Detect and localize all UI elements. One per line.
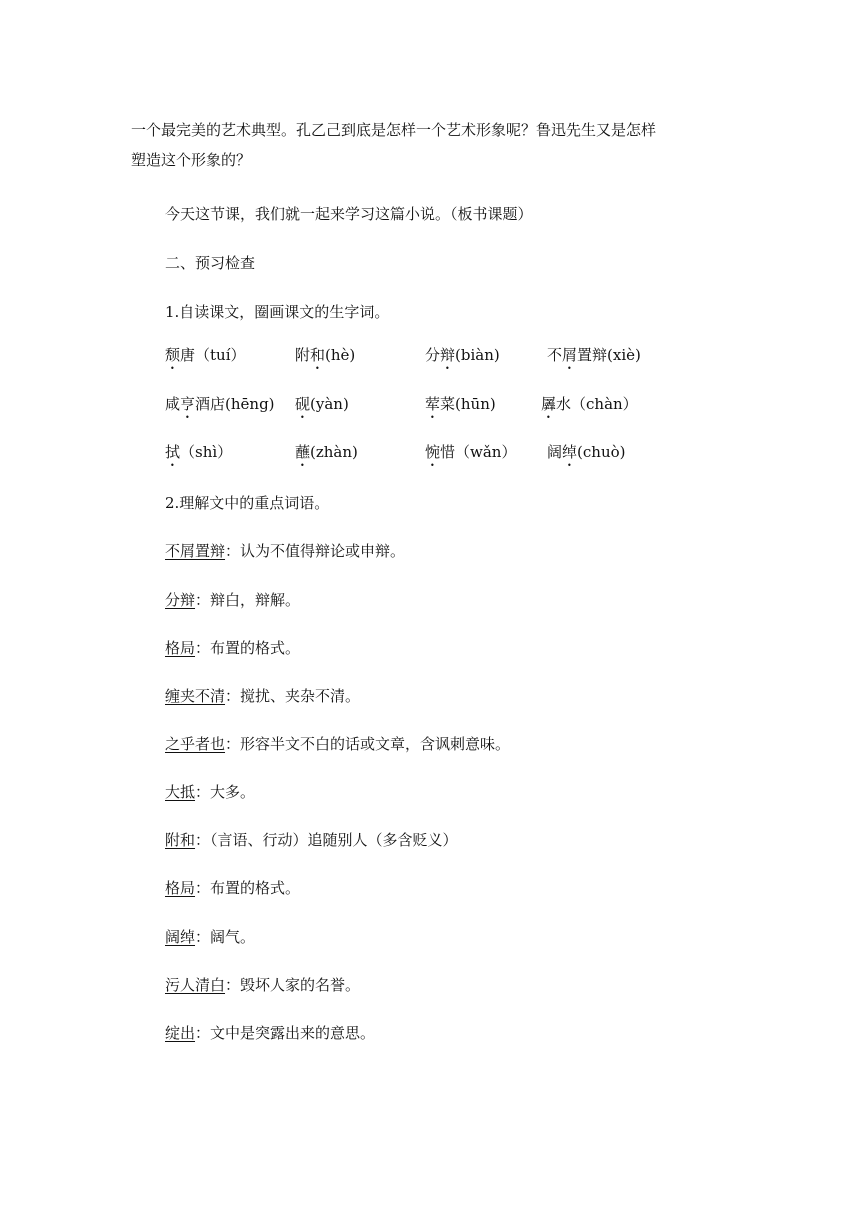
item-1-heading: 1.自读课文，圈画课文的生字词。 bbox=[165, 303, 390, 321]
definition-item bbox=[165, 781, 255, 802]
definition-text: ：大多。 bbox=[195, 783, 256, 801]
definition-term: 缠夹不清 bbox=[165, 687, 226, 705]
vocab-word: 蘸(zhàn) bbox=[295, 443, 358, 461]
vocab-word: 分辩(biàn) bbox=[425, 346, 500, 364]
vocab-word: 颓唐（tuí） bbox=[165, 346, 246, 364]
definition-item bbox=[165, 974, 360, 995]
vocab-word: 不屑置辩(xiè) bbox=[547, 346, 641, 364]
vocab-word: 附和(hè) bbox=[295, 346, 356, 364]
definition-text: ：布置的格式。 bbox=[195, 879, 301, 897]
definition-item bbox=[165, 685, 360, 706]
definition-text: ：搅扰、夹杂不清。 bbox=[225, 687, 361, 705]
definition-text: ：形容半文不白的话或文章，含讽刺意味。 bbox=[225, 735, 511, 753]
definition-term: 阔绰 bbox=[165, 928, 196, 946]
vocab-row bbox=[0, 344, 860, 366]
definition-item bbox=[165, 540, 405, 561]
intro-line-2: 塑造这个形象的？ bbox=[131, 151, 252, 169]
vocab-word: 砚(yàn) bbox=[295, 395, 349, 413]
item-2-heading: 2.理解文中的重点词语。 bbox=[165, 494, 330, 512]
definition-item bbox=[165, 589, 300, 610]
definition-term: 不屑置辩 bbox=[165, 542, 226, 560]
section-heading: 二、预习检查 bbox=[165, 254, 256, 272]
definition-term: 污人清白 bbox=[165, 976, 226, 994]
vocab-word: 阔绰(chuò) bbox=[547, 443, 626, 461]
vocab-row bbox=[0, 393, 860, 415]
definition-term: 大抵 bbox=[165, 783, 196, 801]
vocab-word: 荤菜(hūn) bbox=[425, 395, 496, 413]
vocab-row bbox=[0, 441, 860, 463]
definition-term: 之乎者也 bbox=[165, 735, 226, 753]
vocab-word: 咸亨酒店(hēng) bbox=[165, 395, 275, 413]
vocab-word: 羼水（chàn） bbox=[541, 395, 638, 413]
definition-item bbox=[165, 877, 300, 898]
definition-term: 格局 bbox=[165, 639, 196, 657]
definition-text: ：阔气。 bbox=[195, 928, 256, 946]
definition-term: 绽出 bbox=[165, 1024, 196, 1042]
definition-item bbox=[165, 1022, 375, 1043]
definition-text: ：布置的格式。 bbox=[195, 639, 301, 657]
definition-text: ：（言语、行动）追随别人（多含贬义） bbox=[195, 831, 458, 849]
definition-text: ：文中是突露出来的意思。 bbox=[195, 1024, 376, 1042]
definition-item bbox=[165, 926, 255, 947]
definition-text: ：认为不值得辩论或申辩。 bbox=[225, 542, 406, 560]
paragraph-today: 今天这节课，我们就一起来学习这篇小说。（板书课题） bbox=[165, 205, 533, 223]
definition-item bbox=[165, 637, 300, 658]
definition-text: ：毁坏人家的名誉。 bbox=[225, 976, 361, 994]
vocab-word: 拭（shì） bbox=[165, 443, 233, 461]
intro-line-1: 一个最完美的艺术典型。孔乙己到底是怎样一个艺术形象呢？鲁迅先生又是怎样 bbox=[131, 121, 657, 139]
definition-item bbox=[165, 829, 458, 850]
definition-term: 附和 bbox=[165, 831, 196, 849]
vocab-word: 惋惜（wǎn） bbox=[425, 443, 517, 461]
definition-term: 格局 bbox=[165, 879, 196, 897]
definition-term: 分辩 bbox=[165, 591, 196, 609]
definition-item bbox=[165, 733, 510, 754]
definition-text: ：辩白，辩解。 bbox=[195, 591, 301, 609]
